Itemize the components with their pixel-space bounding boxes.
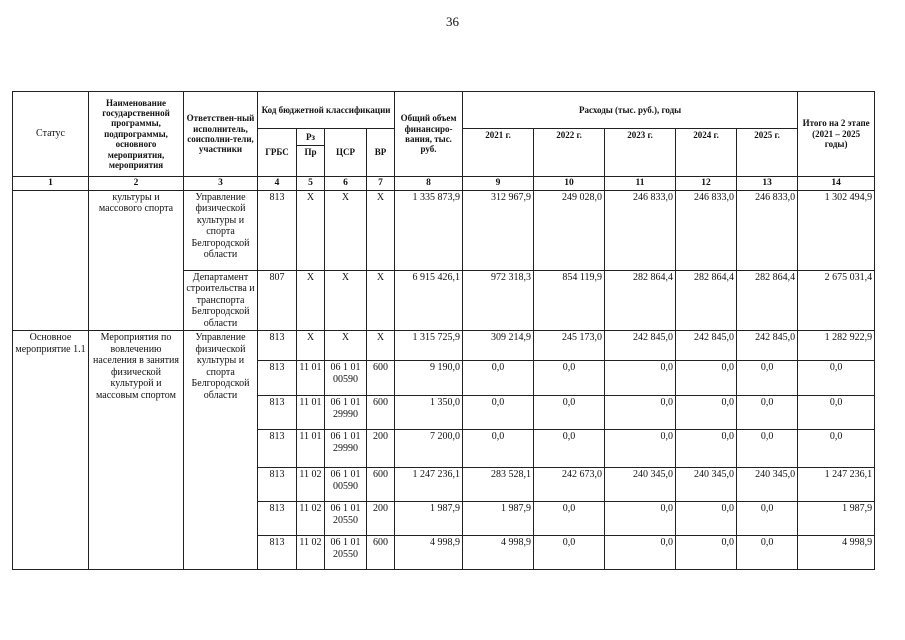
vr-cell: X bbox=[367, 331, 395, 361]
year-2021-cell: 4 998,9 bbox=[463, 536, 534, 570]
vr-cell: 600 bbox=[367, 468, 395, 502]
program-name-cell: культуры и массового спорта bbox=[89, 190, 184, 331]
year-2024-cell: 0,0 bbox=[676, 502, 737, 536]
column-number: 6 bbox=[325, 177, 367, 191]
year-2025-cell: 282 864,4 bbox=[737, 270, 798, 331]
column-number: 11 bbox=[605, 177, 676, 191]
total-cell: 6 915 426,1 bbox=[395, 270, 463, 331]
year-2022-cell: 249 028,0 bbox=[534, 190, 605, 270]
csr-cell: 06 1 01 00590 bbox=[325, 361, 367, 396]
rz-cell: 11 01 bbox=[297, 430, 325, 468]
year-2023-cell: 282 864,4 bbox=[605, 270, 676, 331]
stage-total-cell: 0,0 bbox=[798, 396, 875, 430]
year-2022-cell: 242 673,0 bbox=[534, 468, 605, 502]
year-2023-cell: 0,0 bbox=[605, 396, 676, 430]
grbs-cell: 813 bbox=[258, 536, 297, 570]
stage-total-cell: 0,0 bbox=[798, 430, 875, 468]
year-2022-cell: 0,0 bbox=[534, 536, 605, 570]
year-2021-cell: 0,0 bbox=[463, 396, 534, 430]
year-2022-cell: 0,0 bbox=[534, 502, 605, 536]
total-cell: 4 998,9 bbox=[395, 536, 463, 570]
year-2024-cell: 0,0 bbox=[676, 361, 737, 396]
year-2023-cell: 0,0 bbox=[605, 430, 676, 468]
year-2024-cell: 0,0 bbox=[676, 430, 737, 468]
vr-cell: 200 bbox=[367, 430, 395, 468]
column-number: 8 bbox=[395, 177, 463, 191]
column-number: 9 bbox=[463, 177, 534, 191]
year-2022-cell: 0,0 bbox=[534, 396, 605, 430]
year-2022-cell: 0,0 bbox=[534, 361, 605, 396]
responsible-cell: Управление физической культуры и спорта Белгородской области bbox=[184, 190, 258, 270]
column-number: 2 bbox=[89, 177, 184, 191]
year-2022-cell: 245 173,0 bbox=[534, 331, 605, 361]
year-2021-cell: 312 967,9 bbox=[463, 190, 534, 270]
year-2023-cell: 0,0 bbox=[605, 361, 676, 396]
year-2021-cell: 972 318,3 bbox=[463, 270, 534, 331]
year-2021-cell: 0,0 bbox=[463, 430, 534, 468]
rz-cell: X bbox=[297, 331, 325, 361]
header-budget-code: Код бюджетной классификации bbox=[258, 92, 395, 129]
grbs-cell: 813 bbox=[258, 331, 297, 361]
rz-cell: X bbox=[297, 270, 325, 331]
year-2024-cell: 246 833,0 bbox=[676, 190, 737, 270]
header-year-2023: 2023 г. bbox=[605, 129, 676, 177]
page-number: 36 bbox=[446, 14, 459, 29]
rz-cell: 11 02 bbox=[297, 536, 325, 570]
year-2025-cell: 0,0 bbox=[737, 396, 798, 430]
year-2025-cell: 246 833,0 bbox=[737, 190, 798, 270]
stage-total-cell: 0,0 bbox=[798, 361, 875, 396]
rz-cell: 11 01 bbox=[297, 361, 325, 396]
csr-cell: X bbox=[325, 331, 367, 361]
header-pr: Пр bbox=[297, 146, 325, 177]
grbs-cell: 813 bbox=[258, 396, 297, 430]
total-cell: 1 987,9 bbox=[395, 502, 463, 536]
grbs-cell: 813 bbox=[258, 502, 297, 536]
table-row bbox=[13, 190, 875, 270]
grbs-cell: 813 bbox=[258, 190, 297, 270]
year-2025-cell: 0,0 bbox=[737, 502, 798, 536]
csr-cell: 06 1 01 00590 bbox=[325, 468, 367, 502]
year-2021-cell: 1 987,9 bbox=[463, 502, 534, 536]
grbs-cell: 813 bbox=[258, 468, 297, 502]
year-2025-cell: 0,0 bbox=[737, 361, 798, 396]
header-year-2021: 2021 г. bbox=[463, 129, 534, 177]
year-2025-cell: 0,0 bbox=[737, 430, 798, 468]
header-status: Статус bbox=[13, 92, 89, 177]
header-year-2022: 2022 г. bbox=[534, 129, 605, 177]
rz-cell: X bbox=[297, 190, 325, 270]
year-2024-cell: 282 864,4 bbox=[676, 270, 737, 331]
year-2023-cell: 246 833,0 bbox=[605, 190, 676, 270]
column-number: 13 bbox=[737, 177, 798, 191]
csr-cell: 06 1 01 29990 bbox=[325, 430, 367, 468]
header-csr: ЦСР bbox=[325, 129, 367, 177]
status-cell: Основное мероприятие 1.1 bbox=[13, 331, 89, 570]
grbs-cell: 807 bbox=[258, 270, 297, 331]
total-cell: 7 200,0 bbox=[395, 430, 463, 468]
column-number: 7 bbox=[367, 177, 395, 191]
total-cell: 1 350,0 bbox=[395, 396, 463, 430]
year-2023-cell: 240 345,0 bbox=[605, 468, 676, 502]
column-number: 12 bbox=[676, 177, 737, 191]
header-grbs: ГРБС bbox=[258, 129, 297, 177]
stage-total-cell: 1 247 236,1 bbox=[798, 468, 875, 502]
total-cell: 1 315 725,9 bbox=[395, 331, 463, 361]
year-2021-cell: 309 214,9 bbox=[463, 331, 534, 361]
vr-cell: 600 bbox=[367, 536, 395, 570]
csr-cell: 06 1 01 20550 bbox=[325, 502, 367, 536]
year-2025-cell: 0,0 bbox=[737, 536, 798, 570]
csr-cell: 06 1 01 29990 bbox=[325, 396, 367, 430]
year-2024-cell: 242 845,0 bbox=[676, 331, 737, 361]
budget-table bbox=[12, 91, 875, 570]
stage-total-cell: 1 282 922,9 bbox=[798, 331, 875, 361]
csr-cell: X bbox=[325, 270, 367, 331]
header-year-2024: 2024 г. bbox=[676, 129, 737, 177]
total-cell: 9 190,0 bbox=[395, 361, 463, 396]
csr-cell: X bbox=[325, 190, 367, 270]
stage-total-cell: 4 998,9 bbox=[798, 536, 875, 570]
year-2021-cell: 0,0 bbox=[463, 361, 534, 396]
year-2022-cell: 0,0 bbox=[534, 430, 605, 468]
rz-cell: 11 02 bbox=[297, 502, 325, 536]
vr-cell: X bbox=[367, 190, 395, 270]
column-number: 14 bbox=[798, 177, 875, 191]
year-2024-cell: 0,0 bbox=[676, 396, 737, 430]
header-stage-total: Итого на 2 этапе (2021 – 2025 годы) bbox=[798, 92, 875, 177]
column-number: 5 bbox=[297, 177, 325, 191]
program-name-cell: Мероприятия по вовлечению населения в занятия физической культурой и массовым спортом bbox=[89, 331, 184, 570]
column-number: 3 bbox=[184, 177, 258, 191]
rz-cell: 11 02 bbox=[297, 468, 325, 502]
year-2023-cell: 242 845,0 bbox=[605, 331, 676, 361]
header-program-name: Наименование государственной программы, подпрограммы, основного мероприятия, мероприятия bbox=[89, 92, 184, 177]
header-rz: Рз bbox=[297, 129, 325, 146]
responsible-cell: Управление физической культуры и спорта Белгородской области bbox=[184, 331, 258, 570]
year-2024-cell: 0,0 bbox=[676, 536, 737, 570]
vr-cell: X bbox=[367, 270, 395, 331]
column-numbers-row bbox=[13, 177, 875, 191]
rz-cell: 11 01 bbox=[297, 396, 325, 430]
stage-total-cell: 1 302 494,9 bbox=[798, 190, 875, 270]
year-2023-cell: 0,0 bbox=[605, 536, 676, 570]
total-cell: 1 335 873,9 bbox=[395, 190, 463, 270]
total-cell: 1 247 236,1 bbox=[395, 468, 463, 502]
table-row bbox=[13, 331, 875, 361]
year-2023-cell: 0,0 bbox=[605, 502, 676, 536]
stage-total-cell: 1 987,9 bbox=[798, 502, 875, 536]
column-number: 1 bbox=[13, 177, 89, 191]
vr-cell: 600 bbox=[367, 396, 395, 430]
stage-total-cell: 2 675 031,4 bbox=[798, 270, 875, 331]
header-vr: ВР bbox=[367, 129, 395, 177]
column-number: 4 bbox=[258, 177, 297, 191]
year-2025-cell: 240 345,0 bbox=[737, 468, 798, 502]
header-total-funding: Общий объем финансиро-вания, тыс. руб. bbox=[395, 92, 463, 177]
csr-cell: 06 1 01 20550 bbox=[325, 536, 367, 570]
year-2025-cell: 242 845,0 bbox=[737, 331, 798, 361]
column-number: 10 bbox=[534, 177, 605, 191]
vr-cell: 600 bbox=[367, 361, 395, 396]
grbs-cell: 813 bbox=[258, 361, 297, 396]
header-expenses: Расходы (тыс. руб.), годы bbox=[463, 92, 798, 129]
year-2024-cell: 240 345,0 bbox=[676, 468, 737, 502]
status-cell bbox=[13, 190, 89, 331]
responsible-cell: Департамент строительства и транспорта Белгородской области bbox=[184, 270, 258, 331]
year-2021-cell: 283 528,1 bbox=[463, 468, 534, 502]
header-responsible: Ответствен-ный исполнитель, соисполни-тели, участники bbox=[184, 92, 258, 177]
grbs-cell: 813 bbox=[258, 430, 297, 468]
vr-cell: 200 bbox=[367, 502, 395, 536]
header-year-2025: 2025 г. bbox=[737, 129, 798, 177]
year-2022-cell: 854 119,9 bbox=[534, 270, 605, 331]
